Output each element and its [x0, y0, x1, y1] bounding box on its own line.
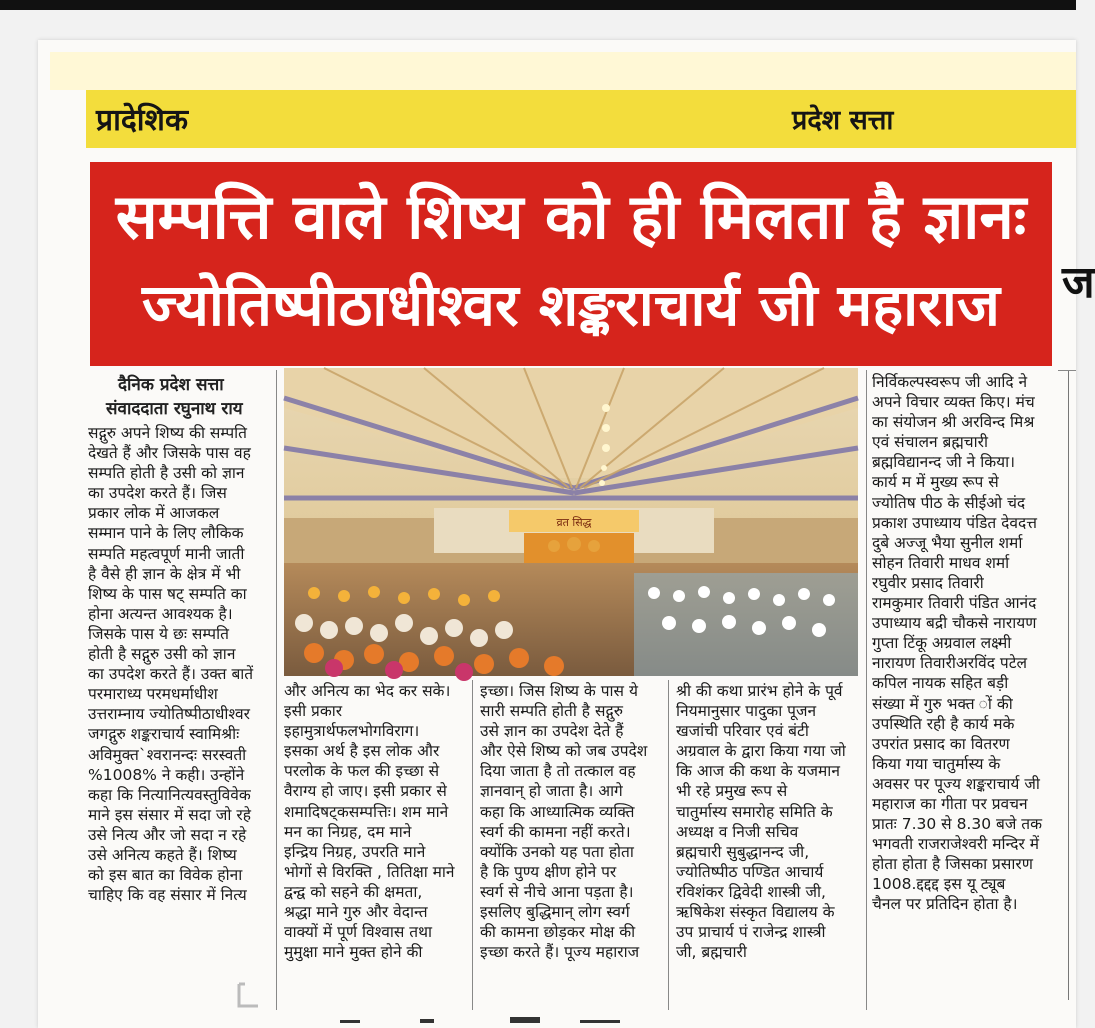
article-line: संख्या में गुरु भक्त ों की — [872, 694, 1013, 713]
headline-line-2: ज्योतिष्पीठाधीश्वर शङ्कराचार्य जी महाराज — [142, 271, 1000, 339]
article-line: होता होता है जिसका प्रसारण — [872, 855, 1033, 874]
page-top-margin — [50, 52, 1076, 90]
article-line: रविशंकर द्विवेदी शास्त्री जी, — [676, 882, 826, 901]
article-line: ब्रह्मचारी सुबुद्धानन्द जी, — [676, 842, 810, 861]
article-line: चैनल पर प्रतिदिन होता है। — [872, 895, 1018, 914]
article-line: ऋषिकेश संस्कृत विद्यालय के — [676, 903, 835, 922]
column-rule — [866, 370, 867, 1010]
article-line: क्योंकि उनको यह पता होता — [480, 842, 634, 861]
article-line: इहामुत्रार्थफलभोगविराग। — [284, 722, 420, 741]
article-line: स्वर्ग से नीचे आना पड़ता है। — [480, 882, 634, 901]
article-line: महाराज का गीता पर प्रवचन — [872, 794, 1028, 813]
column-rule — [276, 370, 277, 1010]
article-line: कपिल नायक सहित बड़ी — [872, 674, 1009, 693]
article-line: का संयोजन श्री अरविन्द मिश्र — [872, 413, 1035, 432]
article-line: और ऐसे शिष्य को जब उपदेश — [480, 742, 648, 761]
article-line: चातुर्मास्य समारोह समिति के — [676, 802, 833, 821]
article-line: होती है सद्गुरु उसी को ज्ञान — [88, 645, 236, 664]
article-line: प्रकार लोक में आजकल — [88, 504, 220, 523]
article-column-4 — [676, 681, 862, 962]
article-column-2 — [284, 681, 466, 962]
article-line: दुबे अज्जू भैया सुनील शर्मा — [872, 533, 1023, 552]
article-line: कहा कि नित्यानित्यवस्तुविवेक — [88, 785, 251, 804]
article-line: भी रहे प्रमुख रूप से — [676, 782, 788, 801]
article-line: उपाध्याय बद्री चौकसे नारायण — [872, 614, 1037, 633]
article-line: कि आज की कथा के यजमान — [676, 762, 840, 781]
byline-reporter: संवाददाता रघुनाथ राय — [106, 399, 243, 419]
article-line: 1008.द्दद्दद्द इस यू ट्यूब — [872, 875, 1006, 894]
article-line: कहा कि आध्यात्मिक व्यक्ति — [480, 802, 635, 821]
article-column-1 — [88, 423, 268, 905]
article-line: ज्योतिष्पीठ पण्डित आचार्य — [676, 862, 824, 881]
article-line: उसे नित्य और जो सदा न रहे — [88, 825, 247, 844]
article-line: परलोक के फल की इच्छा से — [284, 762, 440, 781]
article-line: सम्पति महत्वपूर्ण मानी जाती — [88, 544, 245, 563]
article-line: सोहन तिवारी माधव शर्मा — [872, 553, 1010, 572]
article-line: नियमानुसार पादुका पूजन — [676, 702, 817, 721]
article-line: मुमुक्षा माने मुक्त होने की — [284, 943, 423, 962]
article-line: सारी सम्पति होती है सद्गुरु — [480, 702, 623, 721]
article-line: चाहिए कि वह संसार में नित्य — [88, 886, 247, 905]
article-line: श्री की कथा प्रारंभ होने के पूर्व — [676, 682, 843, 700]
article-line: भगवती राजराजेश्वरी मन्दिर में — [872, 835, 1040, 854]
article-line: मन का निग्रह, दम माने — [284, 822, 412, 841]
article-line: सद्गुरु अपने शिष्य की सम्पति — [88, 424, 248, 442]
article-line: भोगों से विरक्ति , तितिक्षा माने — [284, 862, 455, 881]
article-line: जी, ब्रह्मचारी — [676, 943, 747, 962]
article-line: शिष्य के पास षट् सम्पति का — [88, 584, 247, 603]
article-line: द्वन्द्व को सहने की क्षमता, — [284, 882, 423, 901]
article-line: नारायण तिवारीअरविंद पटेल — [872, 654, 1028, 673]
article-line: %1008% ने कही। उन्होंने — [88, 765, 245, 784]
crop-handle-icon[interactable] — [236, 982, 262, 1012]
article-line: इच्छा करते हैं। पूज्य महाराज — [480, 943, 640, 962]
article-line: ब्रह्मविद्यानन्द जी ने किया। — [872, 453, 1015, 472]
article-line: और अनित्य का भेद कर सके। — [284, 682, 451, 700]
column-rule — [472, 680, 473, 1010]
article-line: प्रकाश उपाध्याय पंडित देवदत्त — [872, 513, 1037, 532]
article-line: रघुवीर प्रसाद तिवारी — [872, 573, 984, 592]
adjacent-article-fragment: ज — [1062, 257, 1095, 308]
article-line: श्रद्धा माने गुरु और वेदान्त — [284, 903, 428, 922]
article-line: अपने विचार व्यक्त किए। मंच — [872, 393, 1035, 412]
article-line: प्रातः 7.30 से 8.30 बजे तक — [872, 815, 1043, 834]
article-line: की कामना छोड़कर मोक्ष की — [480, 923, 636, 942]
byline-paper: दैनिक प्रदेश सत्ता — [118, 375, 224, 395]
article-line: अध्यक्ष व निजी सचिव — [676, 822, 799, 841]
article-line: उसे ज्ञान का उपदेश देते हैं — [480, 722, 624, 741]
article-line: इसलिए बुद्धिमान् लोग स्वर्ग — [480, 903, 630, 922]
newspaper-name: प्रदेश सत्ता — [792, 105, 894, 136]
article-line: इन्द्रिय निग्रह, उपरति माने — [284, 842, 426, 861]
article-line: सम्मान पाने के लिए लौकिक — [88, 524, 244, 543]
article-line: उत्तराम्नाय ज्योतिष्पीठाधीश्वर — [88, 705, 250, 724]
article-line: गुप्ता टिंकू अग्रवाल लक्ष्मी — [872, 634, 1012, 653]
article-line: इसका अर्थ है इस लोक और — [284, 742, 440, 761]
article-line: कार्य म में मुख्य रूप से — [872, 473, 999, 492]
article-column-3 — [480, 681, 666, 962]
column-rule — [1068, 370, 1069, 1000]
article-line: का उपदेश करते हैं। जिस — [88, 484, 227, 503]
article-line: शमादिषट्कसम्पत्तिः। शम माने — [284, 802, 449, 821]
top-black-bar — [0, 0, 1076, 10]
article-line: परमाराध्य परमधर्माधीश — [88, 685, 218, 704]
article-line: इच्छा। जिस शिष्य के पास ये — [480, 682, 638, 700]
article-line: है कि पुण्य क्षीण होने पर — [480, 862, 617, 881]
article-line: किया गया चातुर्मास्य के — [872, 754, 1001, 773]
article-line: दिया जाता है तो तत्काल वह — [480, 762, 636, 781]
article-line: ज्योतिष पीठ के सीईओ चंद — [872, 493, 1026, 512]
article-line: स्वर्ग की कामना नहीं करते। — [480, 822, 631, 841]
article-line: माने इस संसार में सदा जो रहे — [88, 805, 251, 824]
article-line: का उपदेश करते हैं। उक्त बातें — [88, 665, 254, 684]
article-line: निर्विकल्पस्वरूप जी आदि ने — [872, 373, 1028, 391]
article-line: वैराग्य हो जाए। इसी प्रकार से — [284, 782, 447, 801]
article-line: उपस्थिति रही है कार्य मके — [872, 714, 1015, 733]
article-line: इसी प्रकार — [284, 702, 343, 721]
article-column-5 — [872, 372, 1058, 915]
article-line: खजांची परिवार एवं बंटी — [676, 722, 809, 741]
next-article-fragment — [280, 1014, 800, 1026]
section-name: प्रादेशिक — [96, 103, 188, 138]
headline-line-1: सम्पत्ति वाले शिष्य को ही मिलता है ज्ञानः — [115, 180, 1027, 253]
section-header-band — [86, 90, 1076, 148]
column-rule — [668, 680, 669, 1010]
article-line: वाक्यों में पूर्ण विश्वास तथा — [284, 923, 433, 942]
article-line: एवं संचालन ब्रह्मचारी — [872, 433, 988, 452]
article-line: अविमुक्त`श्वरानन्दः सरस्वती — [88, 745, 247, 764]
article-line: उपरांत प्रसाद का वितरण — [872, 734, 1010, 753]
article-line: उप प्राचार्य पं राजेन्द्र शास्त्री — [676, 923, 826, 942]
article-line: ज्ञानवान् हो जाता है। आगे — [480, 782, 623, 801]
article-line: जिसके पास ये छः सम्पति — [88, 624, 229, 643]
article-line: सम्पति होती है उसी को ज्ञान — [88, 464, 245, 483]
article-line: जगद्गुरु शङ्कराचार्य स्वामिश्रीः — [88, 725, 240, 744]
headline-box — [90, 162, 1052, 366]
article-line: है वैसे ही ज्ञान के क्षेत्र में भी — [88, 564, 241, 583]
article-line: उसे अनित्य कहते हैं। शिष्य — [88, 845, 237, 864]
event-photo — [284, 368, 858, 676]
article-line: को इस बात का विवेक होना — [88, 866, 243, 885]
article-line: देखते हैं और जिसके पास वह — [88, 444, 251, 463]
stage-banner-text: व्रत सिद्ध — [556, 516, 592, 529]
article-line: रामकुमार तिवारी पंडित आनंद — [872, 594, 1037, 613]
article-line: अवसर पर पूज्य शङ्कराचार्य जी — [872, 774, 1040, 793]
column-rule — [1058, 370, 1076, 371]
article-line: अग्रवाल के द्वारा किया गया जो — [676, 742, 846, 761]
article-line: होना अत्यन्त आवश्यक है। — [88, 604, 233, 623]
